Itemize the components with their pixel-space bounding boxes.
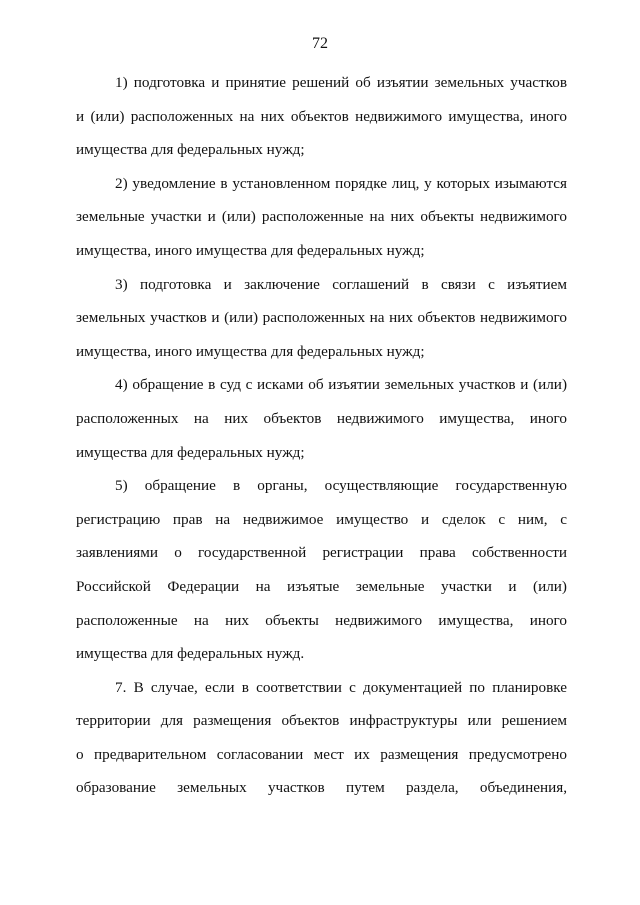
- paragraph-line: 3) подготовка и заключение соглашений в связи с изъятием: [115, 275, 567, 293]
- paragraph-line: 2) уведомление в установленном порядке лиц, у которых изымаются: [115, 174, 567, 192]
- paragraph-line: Российской Федерации на изъятые земельные участки и (или): [76, 577, 567, 595]
- paragraph-line: расположенных на них объектов недвижимого имущества, иного: [76, 409, 567, 427]
- paragraph-line: 7. В случае, если в соответствии с документацией по планировке: [115, 678, 567, 696]
- paragraph-line: и (или) расположенных на них объектов недвижимого имущества, иного: [76, 107, 567, 125]
- paragraph-line: 4) обращение в суд с исками об изъятии земельных участков и (или): [115, 376, 567, 394]
- paragraph-line: территории для размещения объектов инфраструктуры или решением: [76, 712, 567, 730]
- paragraph-line: имущества, иного имущества для федеральных нужд;: [76, 241, 425, 259]
- paragraph-item-5: [76, 469, 567, 671]
- paragraph-line: имущества для федеральных нужд;: [76, 443, 305, 461]
- paragraph-line: 1) подготовка и принятие решений об изъятии земельных участков: [115, 74, 567, 91]
- paragraph-item-4: [76, 368, 567, 469]
- paragraph-line: имущества для федеральных нужд.: [76, 645, 305, 663]
- paragraph-line: имущества для федеральных нужд;: [76, 141, 305, 159]
- paragraph-line: 5) обращение в органы, осуществляющие государственную: [115, 477, 567, 495]
- paragraph-line: регистрацию прав на недвижимое имущество и сделок с ним, с: [76, 510, 567, 528]
- paragraph-item-2: [76, 167, 567, 268]
- document-body: [76, 66, 567, 805]
- paragraph-line: земельные участки и (или) расположенные на них объекты недвижимого: [76, 208, 567, 226]
- paragraph-item-1: [76, 66, 567, 167]
- paragraph-line: о предварительном согласовании мест их размещения предусмотрено: [76, 745, 567, 763]
- paragraph-line: расположенные на них объекты недвижимого имущества, иного: [76, 611, 567, 629]
- page-number: 72: [312, 35, 328, 52]
- paragraph-line: образование земельных участков путем раздела, объединения,: [76, 779, 567, 797]
- paragraph-line: земельных участков и (или) расположенных на них объектов недвижимого: [76, 309, 567, 327]
- paragraph-line: имущества, иного имущества для федеральных нужд;: [76, 342, 425, 360]
- paragraph-item-3: [76, 268, 567, 369]
- paragraph-line: заявлениями о государственной регистрации права собственности: [76, 544, 567, 562]
- paragraph-item-6: [76, 671, 567, 805]
